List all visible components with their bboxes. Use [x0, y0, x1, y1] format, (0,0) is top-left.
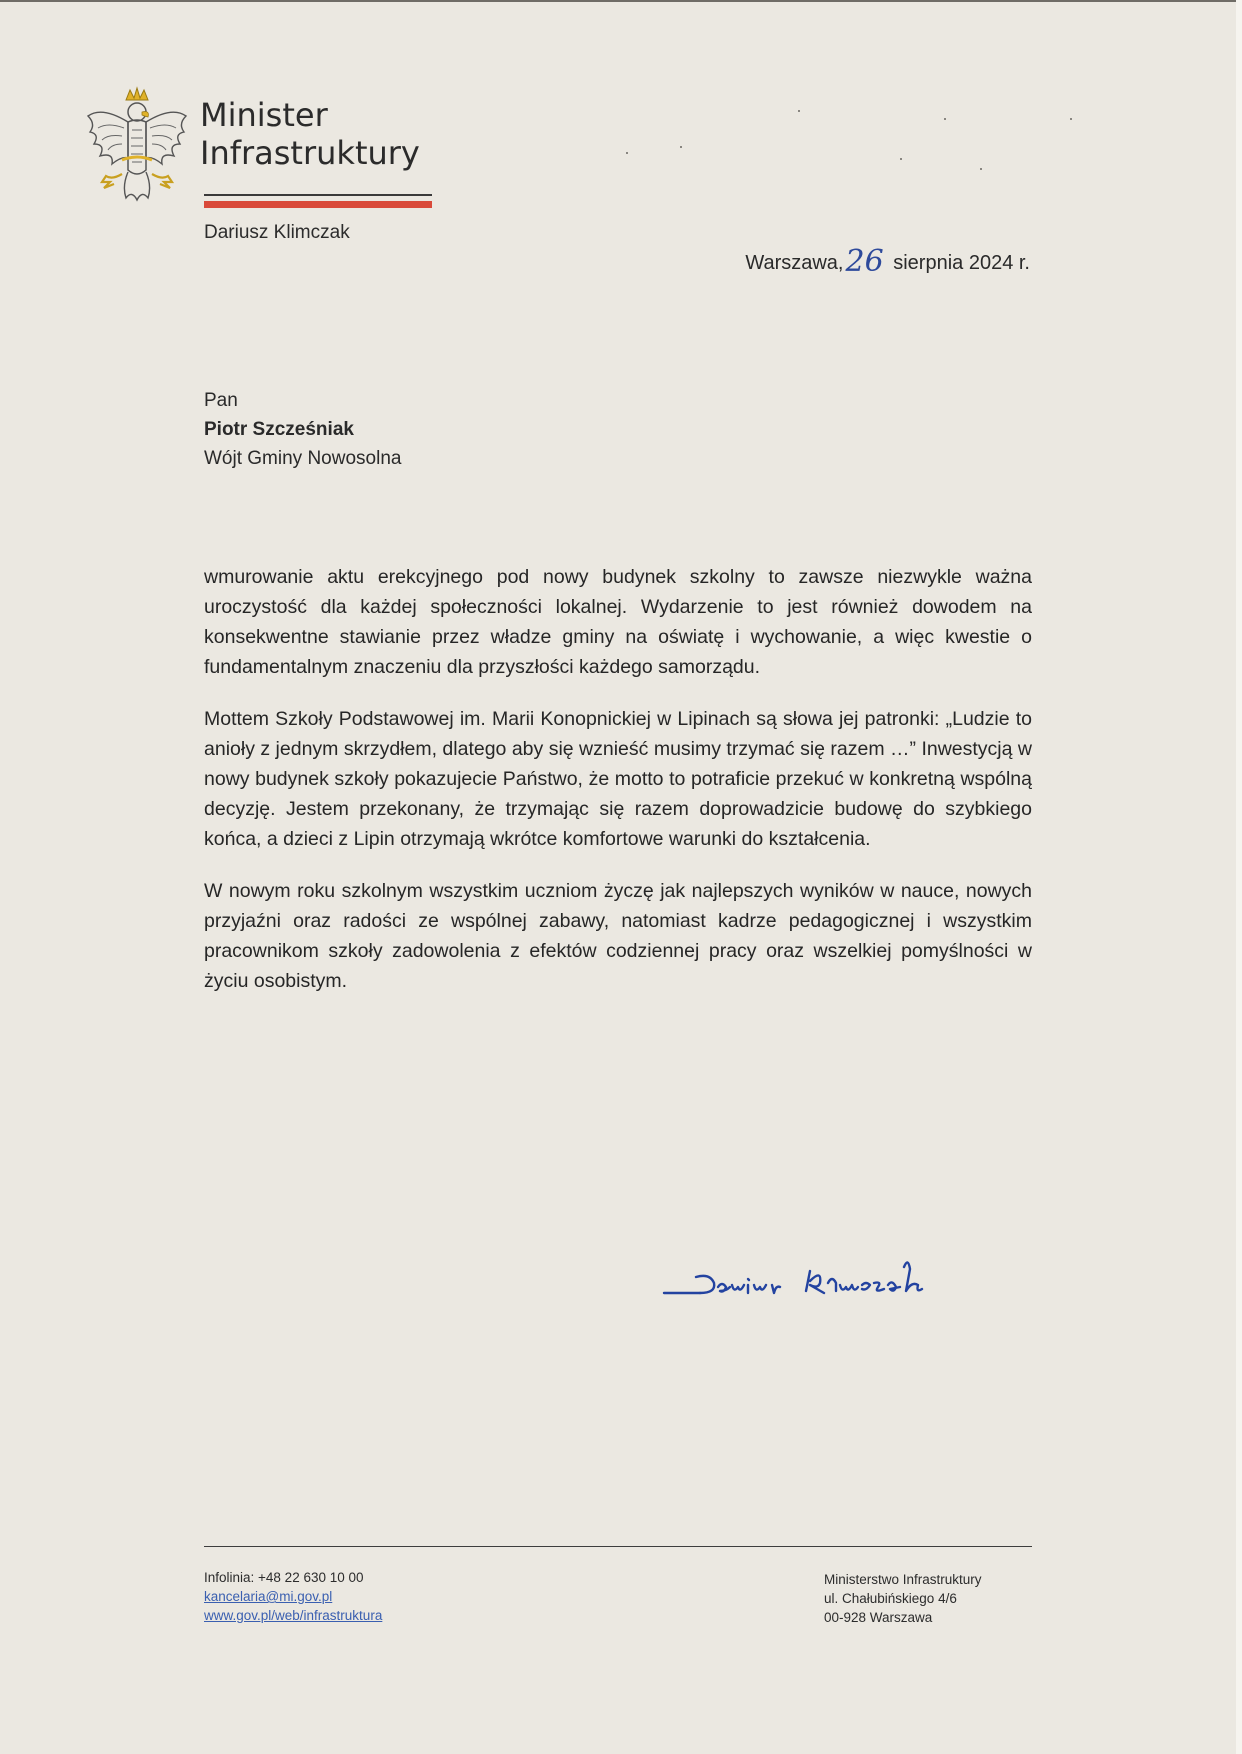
- footer-contact: [204, 1568, 382, 1625]
- date-day-handwritten: 26: [845, 244, 884, 279]
- scan-speck: [1070, 118, 1072, 120]
- footer-divider: [204, 1546, 1032, 1547]
- letter-body: [204, 562, 1032, 1018]
- date-rest: sierpnia 2024 r.: [887, 252, 1030, 274]
- scan-speck: [626, 152, 628, 154]
- scan-speck: [980, 168, 982, 170]
- footer-website-link[interactable]: www.gov.pl/web/infrastruktura: [204, 1608, 383, 1623]
- footer-city: 00-928 Warszawa: [824, 1610, 933, 1625]
- date-place: Warszawa,: [745, 252, 844, 274]
- header-divider: [204, 194, 432, 196]
- sender-name: Dariusz Klimczak: [204, 222, 350, 243]
- scan-top-edge: [0, 0, 1242, 2]
- scan-speck: [944, 118, 946, 120]
- scan-speck: [798, 110, 800, 112]
- letter-date: [745, 242, 1030, 277]
- scan-speck: [900, 158, 902, 160]
- footer-phone: Infolinia: +48 22 630 10 00: [204, 1570, 364, 1585]
- ministry-name: [200, 96, 420, 172]
- ministry-name-line2: Infrastruktury: [200, 134, 420, 172]
- handwritten-signature: [660, 1255, 980, 1315]
- footer-org: Ministerstwo Infrastruktury: [824, 1572, 982, 1587]
- footer-address: [824, 1570, 982, 1627]
- body-paragraph-1: wmurowanie aktu erekcyjnego pod nowy budynek szkolny to zawsze niezwykle ważna uroczystość dla każdej społeczności lokalnej. Wydarzenie to jest również dowodem na konsekwentne stawianie przez władze gminy na oświatę i wychowanie, a więc kwestie o fundamentalnym znaczeniu dla przyszłości każdego samorządu.: [204, 566, 1032, 678]
- footer-street: ul. Chałubińskiego 4/6: [824, 1591, 957, 1606]
- scan-speck: [680, 146, 682, 148]
- ministry-name-line1: Minister: [200, 96, 328, 134]
- body-paragraph-2: Mottem Szkoły Podstawowej im. Marii Konopnickiej w Lipinach są słowa jej patronki: „Ludzie to anioły z jednym skrzydłem, dlatego aby się wznieść musimy trzymać się razem …” Inwestycją w nowy budynek szkoły pokazujecie Państwo, że motto to potraficie przekuć w konkretną wspólną decyzję. Jestem przekonany, że trzymając się razem doprowadzicie budowę do szybkiego końca, a dzieci z Lipin otrzymają wkrótce komfortowe warunki do kształcenia.: [204, 708, 1032, 850]
- recipient-salutation: Pan: [204, 390, 238, 411]
- recipient-block: [204, 386, 401, 473]
- scan-right-edge: [1236, 0, 1242, 1754]
- recipient-title: Wójt Gminy Nowosolna: [204, 448, 402, 469]
- polish-eagle-emblem-icon: [82, 86, 192, 212]
- footer-email-link[interactable]: kancelaria@mi.gov.pl: [204, 1589, 333, 1604]
- header-accent-bar: [204, 201, 432, 208]
- body-paragraph-3: W nowym roku szkolnym wszystkim uczniom życzę jak najlepszych wyników w nauce, nowych przyjaźni oraz radości ze wspólnej zabawy, natomiast kadrze pedagogicznej i wszystkim pracownikom szkoły zadowolenia z efektów codziennej pracy oraz wszelkiej pomyślności w życiu osobistym.: [204, 880, 1032, 992]
- recipient-name: Piotr Szcześniak: [204, 419, 354, 440]
